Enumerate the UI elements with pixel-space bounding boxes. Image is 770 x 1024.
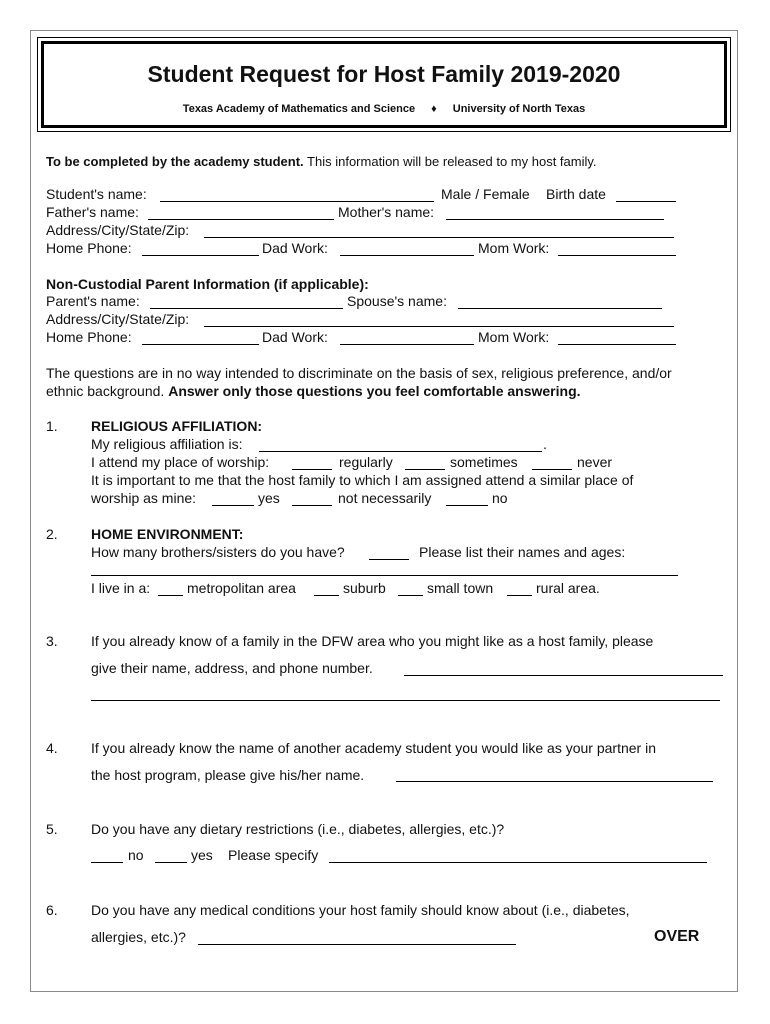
suburb-blank[interactable] [314,595,339,596]
metro-label: metropolitan area [187,580,296,596]
nc-address-label: Address/City/State/Zip: [46,311,190,327]
mom-work-label: Mom Work: [478,240,550,256]
q3-line-2: give their name, address, and phone number. [91,660,373,676]
address-label: Address/City/State/Zip: [46,222,190,238]
q6-number: 6. [46,902,58,918]
small-town-label: small town [427,580,494,596]
rural-blank[interactable] [507,595,532,596]
home-phone-label: Home Phone: [46,240,132,256]
over-label: OVER [654,928,700,945]
nc-home-phone-label: Home Phone: [46,329,132,345]
nc-address-field[interactable] [204,326,674,327]
similar-worship-not-necessarily-blank[interactable] [292,505,332,506]
q2-heading: HOME ENVIRONMENT: [91,526,244,542]
q6-line-2: allergies, etc.)? [91,929,186,945]
q3-line-1: If you already know of a family in the DFW area who you might like as a host family, please [91,633,654,649]
mother-name-label: Mother's name: [338,204,435,220]
partner-name-field[interactable] [396,781,713,782]
never-label: never [577,454,613,470]
siblings-count-field[interactable] [369,559,409,560]
attend-never-blank[interactable] [532,469,572,470]
page-title: Student Request for Host Family 2019-2020 [147,61,621,87]
disclaimer-line-2 [46,383,581,400]
disclaimer-normal: ethnic background. [46,383,165,399]
form-header [37,37,731,132]
father-name-label: Father's name: [46,204,139,220]
header-subtitle [44,103,724,115]
q1-period: . [543,436,547,452]
suburb-label: suburb [343,580,386,596]
disclaimer-line-1: The questions are in no way intended to discriminate on the basis of sex, religious preference, and/or [46,365,672,381]
home-phone-field[interactable] [142,255,259,256]
institution-tams: Texas Academy of Mathematics and Science [182,103,416,115]
q2-list-label: Please list their names and ages: [419,544,626,560]
metro-blank[interactable] [158,595,183,596]
student-name-field[interactable] [160,201,434,202]
dietary-specify-field[interactable] [329,862,707,863]
nc-dad-work-label: Dad Work: [262,329,328,345]
parent-name-label: Parent's name: [46,293,140,309]
q1-important-line-1: It is important to me that the host family to which I am assigned attend a similar place of [91,472,634,488]
q6-line-1: Do you have any medical conditions your host family should know about (i.e., diabetes, [91,902,630,918]
nc-mom-work-field[interactable] [558,344,676,345]
father-name-field[interactable] [148,219,334,220]
parent-name-field[interactable] [150,308,343,309]
q2-number: 2. [46,526,58,542]
known-family-field-line-2[interactable] [91,700,720,701]
q5-line-1: Do you have any dietary restrictions (i.e., diabetes, allergies, etc.)? [91,821,505,837]
medical-conditions-field[interactable] [198,944,516,945]
q1-number: 1. [46,418,58,434]
q1-affiliation-label: My religious affiliation is: [91,436,243,452]
dietary-yes-blank[interactable] [155,862,187,863]
birth-date-label: Birth date [546,186,606,202]
institution-unt: University of North Texas [452,103,586,115]
male-female-label: Male / Female [441,186,530,202]
not-necessarily-label: not necessarily [338,490,432,506]
dietary-no-blank[interactable] [91,862,123,863]
spouse-name-label: Spouse's name: [347,293,447,309]
diamond-separator-icon: ♦ [431,103,437,115]
similar-worship-no-blank[interactable] [446,505,488,506]
similar-worship-yes-blank[interactable] [212,505,254,506]
mother-name-field[interactable] [446,219,664,220]
spouse-name-field[interactable] [458,308,662,309]
nc-home-phone-field[interactable] [142,344,259,345]
q5-specify-label: Please specify [228,847,319,863]
live-in-label: I live in a: [91,580,151,596]
q1-heading: RELIGIOUS AFFILIATION: [91,418,263,434]
known-family-field[interactable] [404,675,723,676]
address-field[interactable] [204,237,674,238]
intro-bold: To be completed by the academy student. [46,154,304,169]
religious-affiliation-field[interactable] [259,451,542,452]
attend-sometimes-blank[interactable] [405,469,445,470]
nc-dad-work-field[interactable] [340,344,474,345]
dad-work-label: Dad Work: [262,240,328,256]
intro-normal: This information will be released to my host family. [307,154,597,169]
q1-important-line-2: worship as mine: [91,490,197,506]
q1-attend-label: I attend my place of worship: [91,454,270,470]
q5-number: 5. [46,821,58,837]
form-header-inner-frame [41,41,727,128]
birth-date-field[interactable] [616,201,676,202]
q4-line-2: the host program, please give his/her name. [91,767,365,783]
q2-siblings-label: How many brothers/sisters do you have? [91,544,345,560]
q5-no-label: no [128,847,144,863]
q4-line-1: If you already know the name of another academy student you would like as your partner in [91,740,656,756]
sometimes-label: sometimes [450,454,518,470]
student-name-label: Student's name: [46,186,147,202]
regularly-label: regularly [339,454,393,470]
q1-no-label: no [492,490,508,506]
nc-mom-work-label: Mom Work: [478,329,550,345]
small-town-blank[interactable] [398,595,423,596]
q4-number: 4. [46,740,58,756]
attend-regularly-blank[interactable] [292,469,332,470]
siblings-names-field[interactable] [91,575,678,576]
disclaimer-bold: Answer only those questions you feel comfortable answering. [168,383,581,399]
dad-work-field[interactable] [340,255,474,256]
q5-yes-label: yes [191,847,213,863]
q3-number: 3. [46,633,58,649]
q1-yes-label: yes [258,490,280,506]
rural-label: rural area. [536,580,600,596]
intro-line [46,153,597,170]
mom-work-field[interactable] [558,255,676,256]
non-custodial-heading: Non-Custodial Parent Information (if applicable): [46,276,369,292]
